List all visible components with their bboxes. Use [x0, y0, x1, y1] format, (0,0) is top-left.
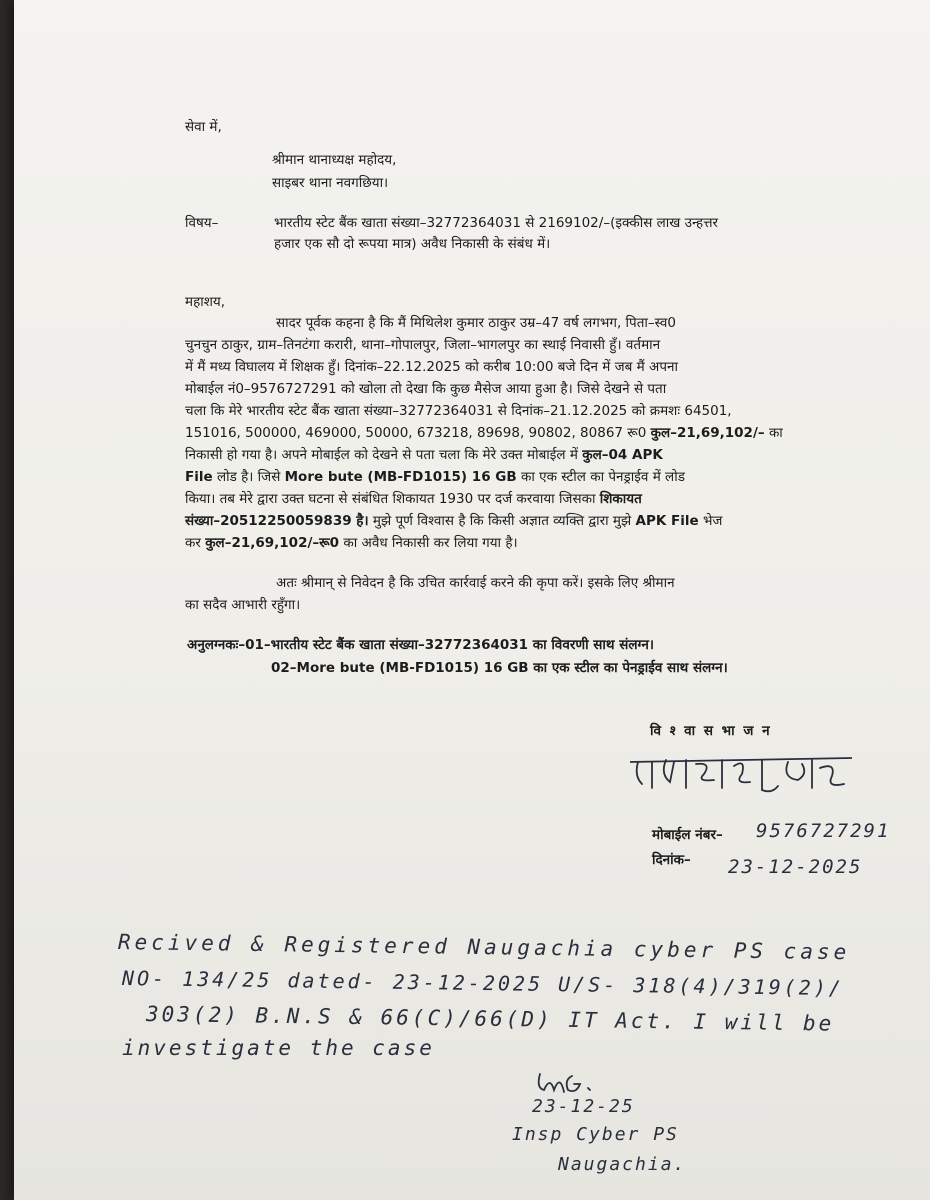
device-name: More bute (MB-FD1015) 16 GB [284, 469, 517, 485]
enclosure-2 [271, 659, 728, 677]
salutation: महाशय, [185, 294, 226, 310]
addressee-line-2: साइबर थाना नवगछिया। [272, 175, 389, 191]
body-line-2: चुनचुन ठाकुर, ग्राम–तिनटंगा करारी, थाना–गोपालपुर, जिला–भागलपुर का स्थाई निवासी हुँ। वर्तमान [185, 337, 661, 353]
endorsement-line-1: Recived & Registered Naugachia cyber PS case [117, 930, 851, 965]
apk-count: कुल–04 APK [582, 447, 663, 463]
mobile-number-handwritten: 9576727291 [756, 820, 891, 842]
body-line-10 [185, 512, 722, 530]
enclosure-number: 02– [271, 660, 297, 676]
enclosure-text: का एक स्टील का पेनड्राईव साथ संलग्न। [533, 660, 728, 676]
officer-designation-2: Naugachia. [558, 1154, 687, 1175]
apk-file: APK File [635, 513, 699, 529]
body-line-9 [185, 490, 642, 508]
body-line-3: में मैं मध्य विघालय में शिक्षक हुँ। दिनांक–22.12.2025 को करीब 10:00 बजे दिन में जब मैं अपना [185, 359, 678, 375]
subject-line-1: भारतीय स्टेट बैंक खाता संख्या–32772364031 से 2169102/–(इक्कीस लाख उन्हत्तर [274, 215, 719, 231]
body-line-6-end: का [768, 425, 783, 441]
endorsement-line-3: 303(2) B.N.S & 66(C)/66(D) IT Act. I will be [145, 1002, 835, 1036]
body-line-5: चला कि मेरे भारतीय स्टेट बैंक खाता संख्या–32772364031 से दिनांक–21.12.2025 को क्रमशः 64501, [185, 403, 732, 419]
total-amount-2: कुल–21,69,102/–रू0 [205, 535, 340, 551]
body-text: भेज [702, 513, 723, 529]
date-label: दिनांक– [652, 852, 691, 868]
body-line-7 [185, 446, 663, 464]
addressee-line-1: श्रीमान थानाध्यक्ष महोदय, [272, 152, 397, 168]
body-line-1: सादर पूर्वक कहना है कि मैं मिथिलेश कुमार ठाकुर उम्र–47 वर्ष लगभग, पिता–स्व0 [276, 315, 676, 331]
body-text: किया। तब मेरे द्वारा उक्त घटना से संबंधित शिकायत 1930 पर दर्ज करवाया जिसका [185, 491, 596, 507]
to-line: सेवा में, [185, 119, 222, 135]
body-text: का अवैध निकासी कर लिया गया है। [343, 535, 518, 551]
officer-designation-1: Insp Cyber PS [512, 1124, 679, 1145]
mobile-label: मोबाईल नंबर– [652, 827, 723, 843]
body-text: का एक स्टील का पेनड्राईव में लोड [520, 469, 685, 485]
amount-list: 151016, 500000, 469000, 50000, 673218, 89698, 90802, 80867 रू0 [185, 425, 647, 441]
endorsement-line-2: NO- 134/25 dated- 23-12-2025 U/S- 318(4)/319(2)/ [121, 966, 845, 1001]
letter-page [14, 0, 930, 1200]
body-text: मुझे पूर्ण विश्वास है कि किसी अज्ञात व्यक्ति द्वारा मुझे [372, 513, 632, 529]
enclosure-device: More bute (MB-FD1015) 16 GB [296, 660, 529, 676]
request-line-1: अतः श्रीमान् से निवेदन है कि उचित कार्रवाई करने की कृपा करें। इसके लिए श्रीमान [276, 575, 675, 591]
apk-file-word: File [185, 469, 213, 485]
body-text: निकासी हो गया है। अपने मोबाईल को देखने से पता चला कि मेरे उक्त मोबाईल में [185, 447, 578, 463]
date-handwritten: 23-12-2025 [728, 856, 863, 878]
closing: वि श्‍ वा स भा ज न [650, 723, 772, 739]
enclosure-1: अनुलग्नकः–01–भारतीय स्टेट बैंक खाता संख्या–32772364031 का विवरणी साथ संलग्न। [187, 637, 654, 653]
body-line-11 [185, 534, 518, 552]
endorsement-date: 23-12-25 [532, 1096, 635, 1117]
total-amount: कुल–21,69,102/– [650, 425, 765, 441]
body-text: लोड है। जिसे [216, 469, 281, 485]
subject-line-2: हजार एक सौ दो रूपया मात्र) अवैध निकासी के संबंध में। [274, 236, 551, 252]
complaint-label: शिकायत [599, 491, 642, 507]
complaint-number: संख्या–20512250059839 है। [185, 513, 369, 529]
body-line-4: मोबाईल नं0–9576727291 को खोला तो देखा कि कुछ मैसेज आया हुआ है। जिसे देखने से पता [185, 381, 667, 397]
subject-label: विषय– [185, 215, 219, 231]
officer-initials [534, 1066, 614, 1100]
body-text: कर [185, 535, 201, 551]
body-line-6 [185, 424, 783, 442]
request-line-2: का सदैव आभारी रहुँगा। [185, 597, 301, 613]
endorsement-line-4: investigate the case [122, 1036, 435, 1060]
body-line-8 [185, 468, 685, 486]
handwritten-signature [622, 744, 862, 800]
